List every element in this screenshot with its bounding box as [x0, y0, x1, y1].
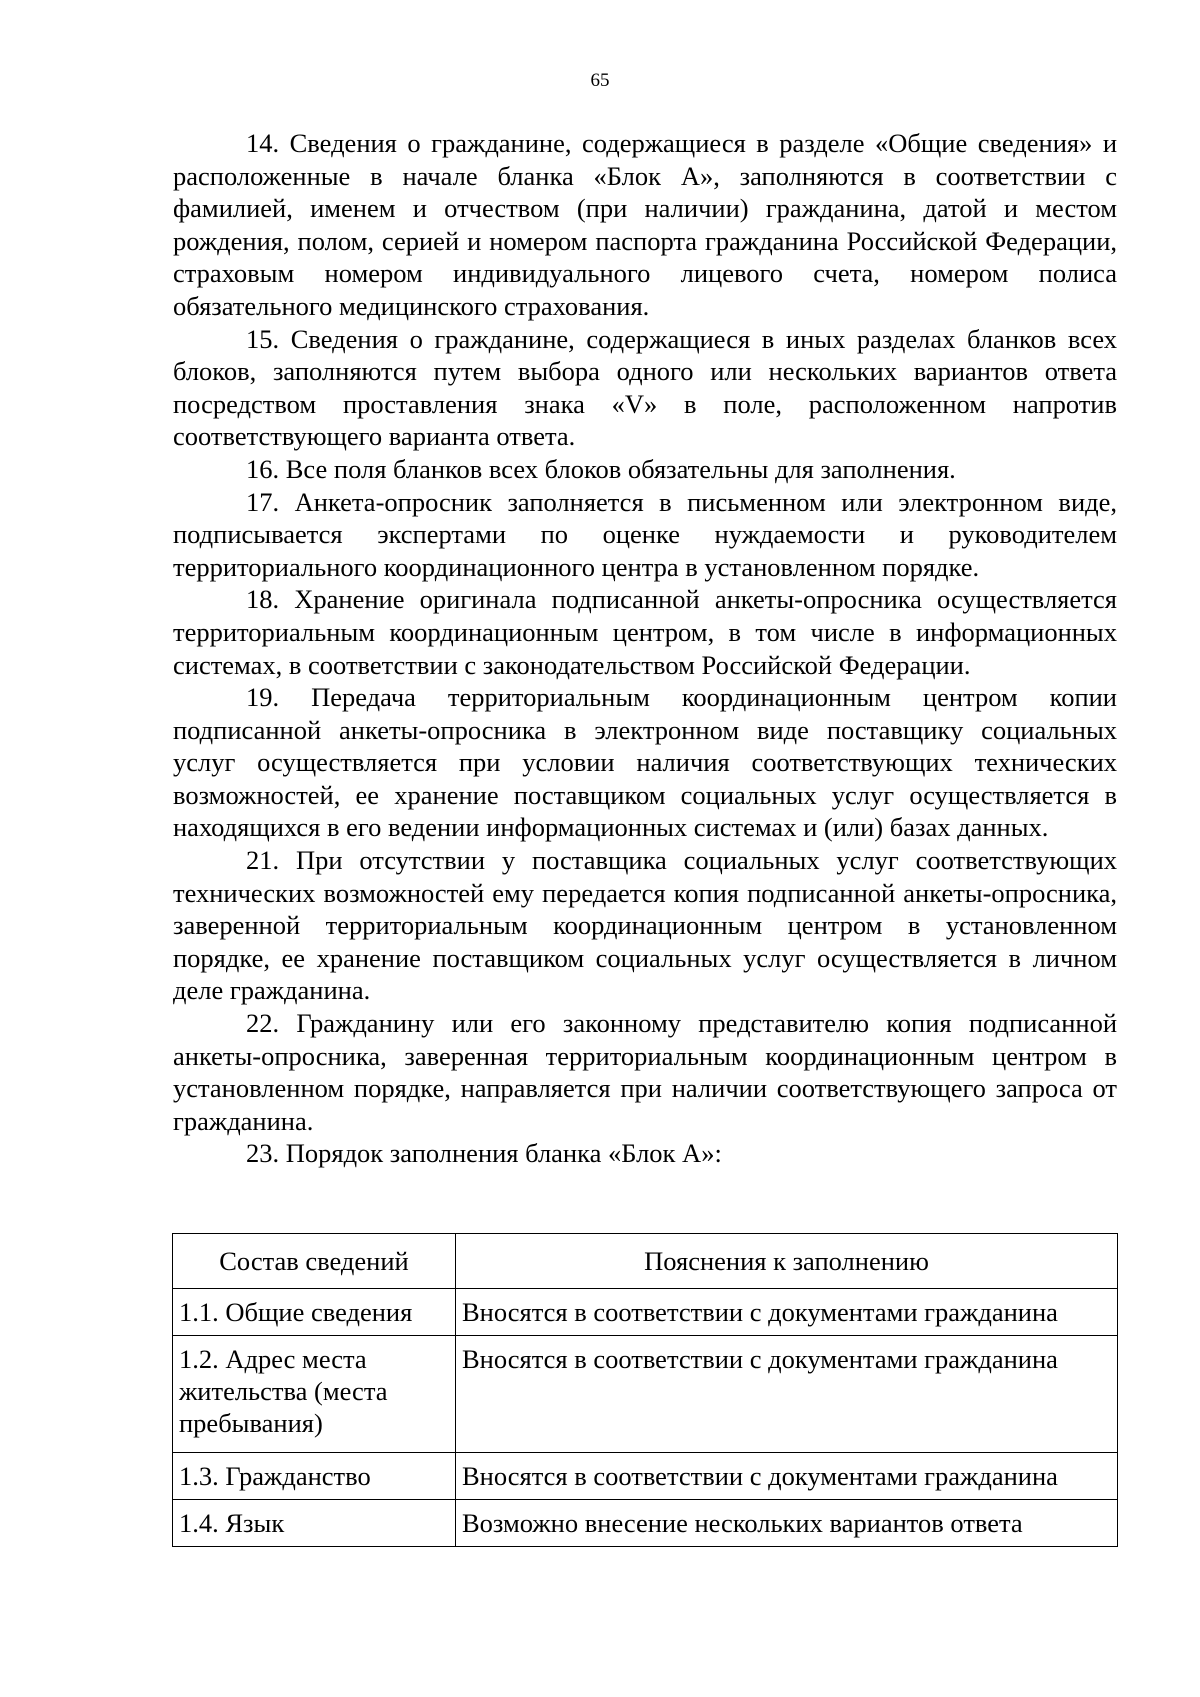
- table-cell-item: 1.1. Общие сведения: [173, 1289, 456, 1336]
- table-cell-item: 1.4. Язык: [173, 1500, 456, 1547]
- paragraph-18: 18. Хранение оригинала подписанной анкеты-опросника осуществляется территориальным координационным центром, в том числе в информационных системах, в соответствии с законодательством Российской Федерации.: [173, 584, 1117, 680]
- table-header-composition: Состав сведений: [173, 1234, 456, 1289]
- paragraph-21: 21. При отсутствии у поставщика социальных услуг соответствующих технических возможностей ему передается копия подписанной анкеты-опросника, заверенной территориальным координационным центром в установленном порядке, ее хранение поставщиком социальных услуг осуществляется в личном деле гражданина.: [173, 845, 1117, 1006]
- table-cell-item: 1.2. Адрес места жительства (места пребывания): [173, 1336, 456, 1453]
- table-cell-explanation: Возможно внесение нескольких вариантов ответа: [456, 1500, 1118, 1547]
- table-cell-explanation: Вносятся в соответствии с документами гражданина: [456, 1453, 1118, 1500]
- table-row: [173, 1336, 1118, 1453]
- paragraph-17: 17. Анкета-опросник заполняется в письменном или электронном виде, подписывается экспертами по оценке нуждаемости и руководителем территориального координационного центра в установленном порядке.: [173, 486, 1117, 582]
- table-row: [173, 1453, 1118, 1500]
- table-header-explanations: Пояснения к заполнению: [456, 1234, 1118, 1289]
- paragraph-19: 19. Передача территориальным координационным центром копии подписанной анкеты-опросника в электронном виде поставщику социальных услуг осуществляется при условии наличия соответствующих технических возможностей, ее хранение поставщиком социальных услуг осуществляется в находящихся в его ведении информационных системах и (или) базах данных.: [173, 682, 1117, 843]
- table-row: [173, 1500, 1118, 1547]
- paragraph-23: 23. Порядок заполнения бланка «Блок А»:: [246, 1138, 722, 1169]
- table-cell-item: 1.3. Гражданство: [173, 1453, 456, 1500]
- paragraph-16: 16. Все поля бланков всех блоков обязательны для заполнения.: [246, 453, 956, 484]
- block-a-table: [172, 1233, 1118, 1547]
- page-number: 65: [590, 70, 610, 91]
- paragraph-15: 15. Сведения о гражданине, содержащиеся в иных разделах бланков всех блоков, заполняются путем выбора одного или нескольких вариантов ответа посредством проставления знака «V» в поле, расположенном напротив соответствующего варианта ответа.: [173, 323, 1117, 452]
- table-cell-explanation: Вносятся в соответствии с документами гражданина: [456, 1289, 1118, 1336]
- table-header-row: [173, 1234, 1118, 1289]
- table-row: [173, 1289, 1118, 1336]
- document-body: [173, 127, 1117, 1170]
- paragraph-22: 22. Гражданину или его законному представителю копия подписанной анкеты-опросника, заверенная территориальным координационным центром в установленном порядке, направляется при наличии соответствующего запроса от гражданина.: [173, 1008, 1117, 1136]
- paragraph-14: 14. Сведения о гражданине, содержащиеся в разделе «Общие сведения» и расположенные в начале бланка «Блок А», заполняются в соответствии с фамилией, именем и отчеством (при наличии) гражданина, датой и местом рождения, полом, серией и номером паспорта гражданина Российской Федерации, страховым номером индивидуального лицевого счета, номером полиса обязательного медицинского страхования.: [173, 128, 1117, 321]
- table-cell-explanation: Вносятся в соответствии с документами гражданина: [456, 1336, 1118, 1453]
